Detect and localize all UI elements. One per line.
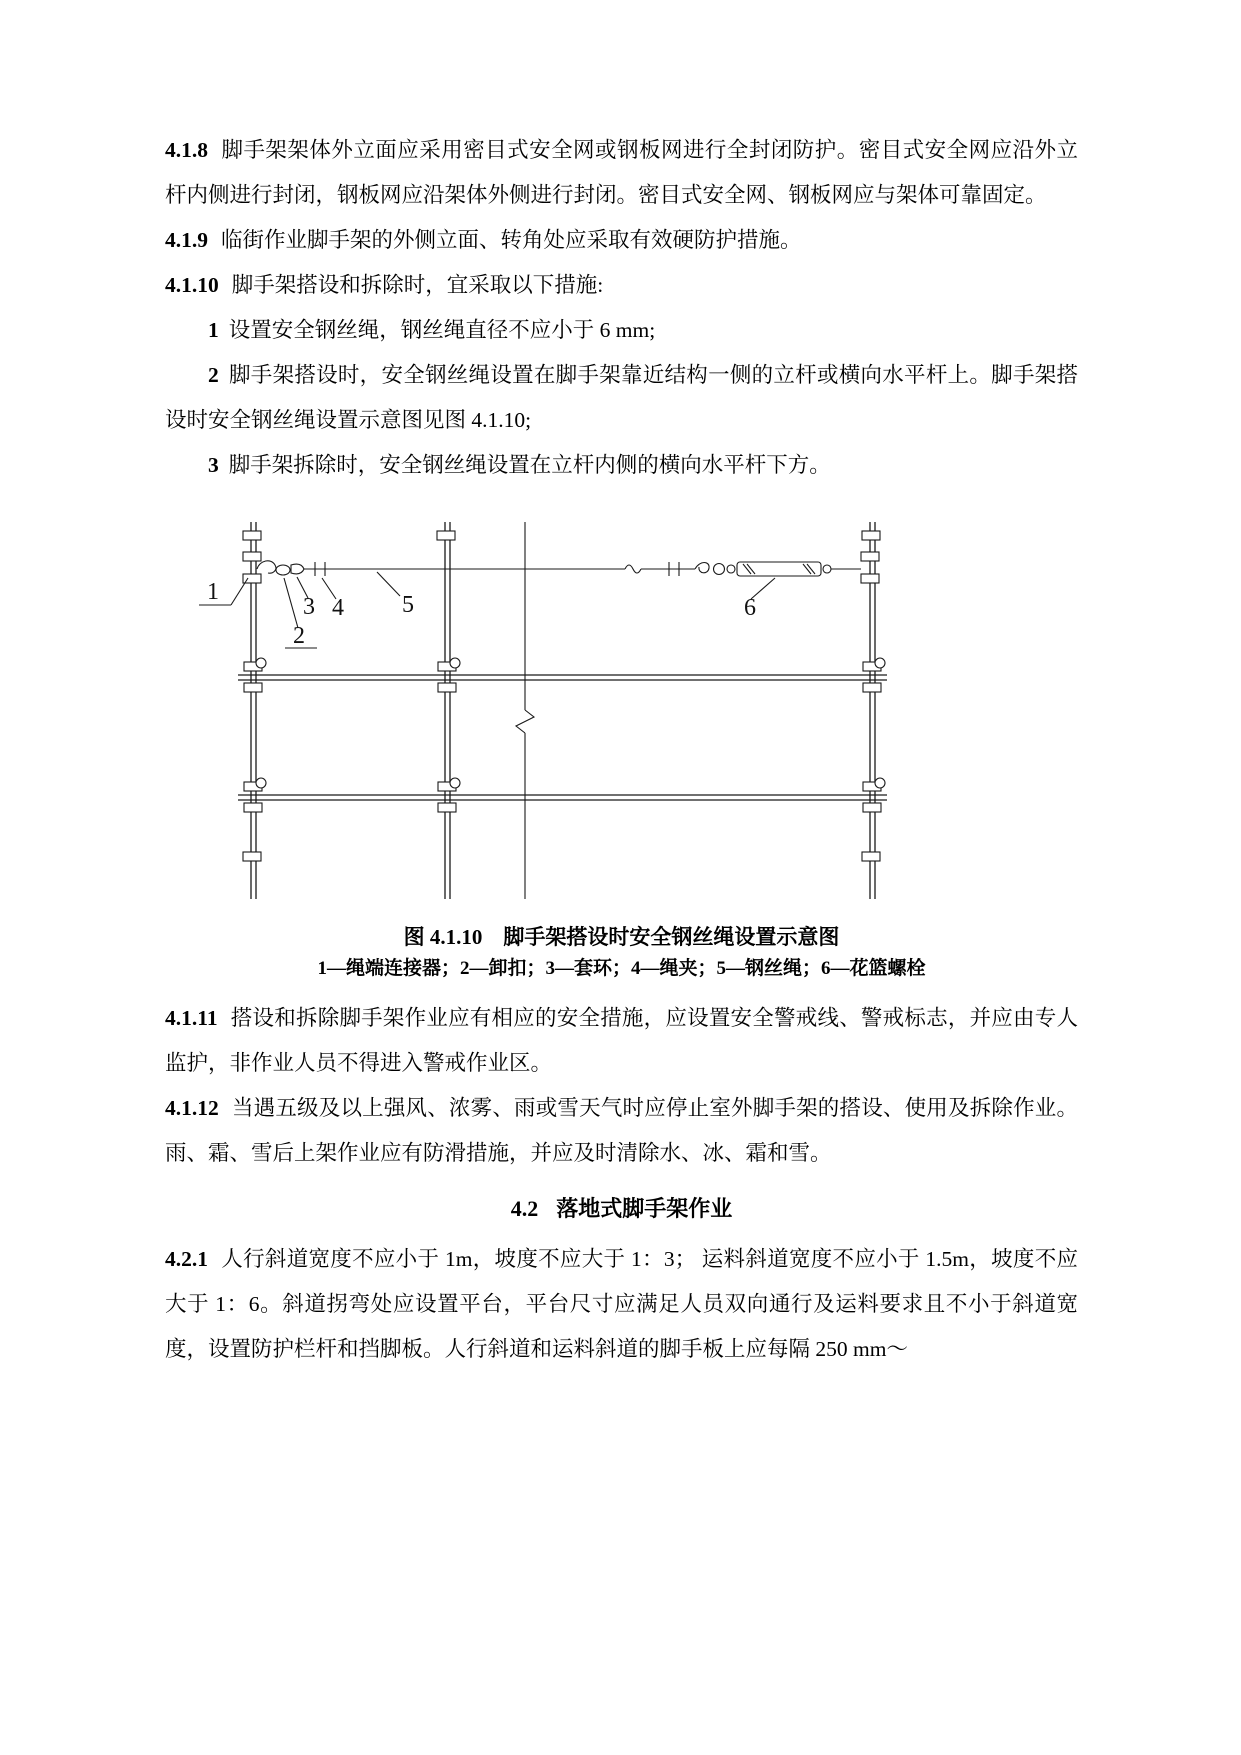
horizontal-rail-lower [238,795,887,800]
turnbuckle-icon [727,562,861,576]
rope-break [625,565,641,573]
list-item-1 [165,308,1078,353]
paragraph-4-1-12 [165,1086,1078,1176]
item-text-1: 设置安全钢丝绳，钢丝绳直径不应小于 6 mm; [228,318,656,342]
hook-right-icon [695,563,709,573]
paragraph-4-1-10 [165,263,1078,308]
section-number-4-2: 4.2 [510,1196,539,1221]
structure-break-line [516,522,534,899]
standing-post-middle [445,522,450,899]
figure-4-1-10 [165,514,1078,984]
clause-text-4-1-8: 脚手架架体外立面应采用密目式安全网或钢板网进行全封闭防护。密目式安全网应沿外立杆内侧进行封闭，钢板网应沿架体外侧进行封闭。密目式安全网、钢板网应与架体可靠固定。 [165,138,1078,207]
shackle-right-icon [714,564,725,575]
clause-number-4-1-9: 4.1.9 [165,228,208,252]
couplers [243,531,881,861]
clause-number-4-1-12: 4.1.12 [165,1096,219,1120]
clause-number-4-1-11: 4.1.11 [165,1006,218,1030]
diagram-label-6: 6 [744,595,756,621]
leader-lines [199,572,775,648]
thimble-icon [291,564,304,574]
scaffold-diagram [195,514,915,904]
clause-number-4-2-1: 4.2.1 [165,1247,208,1271]
bolt-circles [256,658,885,788]
clause-text-4-1-10: 脚手架搭设和拆除时，宜采取以下措施: [231,273,604,297]
diagram-label-5: 5 [402,592,414,618]
diagram-label-2: 2 [293,623,305,649]
paragraph-4-1-11 [165,996,1078,1086]
list-item-2 [165,353,1078,443]
item-text-2: 脚手架搭设时，安全钢丝绳设置在脚手架靠近结构一侧的立杆或横向水平杆上。脚手架搭设时安全钢丝绳设置示意图见图 4.1.10; [165,363,1078,432]
clause-number-4-1-8: 4.1.8 [165,138,208,162]
paragraph-4-1-8 [165,128,1078,218]
item-number-3: 3 [208,453,219,477]
clause-number-4-1-10: 4.1.10 [165,273,219,297]
clause-text-4-2-1: 人行斜道宽度不应小于 1m，坡度不应大于 1：3； 运料斜道宽度不应小于 1.5m，坡度不应大于 1：6。斜道拐弯处应设置平台，平台尺寸应满足人员双向通行及运料要求且不小于斜道宽度，设置防护栏杆和挡脚板。人行斜道和运料斜道的脚手板上应每隔 250 mm～ [165,1247,1078,1361]
section-heading-4-2 [165,1186,1078,1231]
paragraph-4-1-9 [165,218,1078,263]
horizontal-rail-upper [238,675,887,680]
item-number-2: 2 [208,363,219,387]
paragraph-4-2-1 [165,1237,1078,1372]
diagram-label-4: 4 [332,595,344,621]
clause-text-4-1-9: 临街作业脚手架的外侧立面、转角处应采取有效硬防护措施。 [221,228,802,252]
clause-text-4-1-11: 搭设和拆除脚手架作业应有相应的安全措施，应设置安全警戒线、警戒标志，并应由专人监护，非作业人员不得进入警戒作业区。 [165,1006,1078,1075]
rope-end-connector-icon [257,561,276,573]
section-title-4-2: 落地式脚手架作业 [556,1196,733,1221]
shackle-icon [276,565,290,575]
figure-legend: 1—绳端连接器；2—卸扣；3—套环；4—绳夹；5—钢丝绳；6—花篮螺栓 [317,958,926,979]
item-text-3: 脚手架拆除时，安全钢丝绳设置在立杆内侧的横向水平杆下方。 [228,453,831,477]
clause-text-4-1-12: 当遇五级及以上强风、浓雾、雨或雪天气时应停止室外脚手架的搭设、使用及拆除作业。雨、霜、雪后上架作业应有防滑措施，并应及时清除水、冰、霜和雪。 [165,1096,1078,1165]
list-item-3 [165,443,1078,488]
diagram-label-3: 3 [303,594,315,620]
diagram-label-1: 1 [207,579,219,605]
figure-caption: 图 4.1.10 脚手架搭设时安全钢丝绳设置示意图 [403,925,840,949]
item-number-1: 1 [208,318,219,342]
